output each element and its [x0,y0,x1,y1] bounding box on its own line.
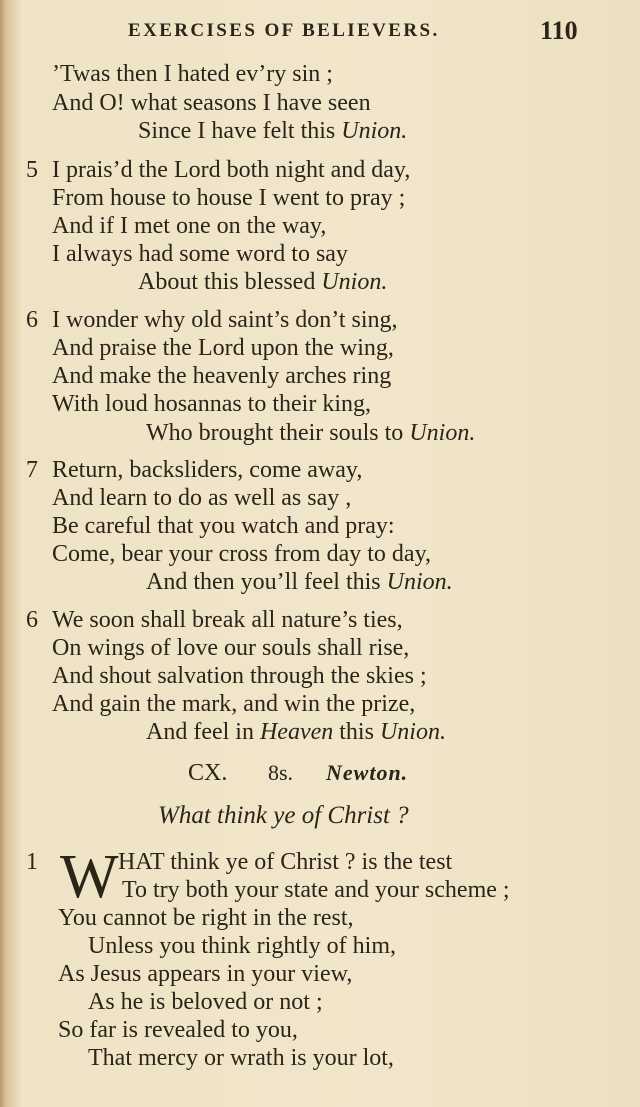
verse-line: And if I met one on the way, [52,213,327,239]
stanza-number: 7 [26,457,38,483]
verse-refrain-line [138,268,387,296]
verse-line: I prais’d the Lord both night and day, [52,157,411,183]
drop-cap: W [60,843,119,911]
verse-line: As he is beloved or not ; [88,989,323,1015]
stanza-number: 1 [26,849,38,875]
hymn-title: What think ye of Christ ? [158,802,409,829]
verse-line: To try both your state and your scheme ; [122,877,510,903]
verse-refrain-line [146,718,446,746]
verse-line: Come, bear your cross from day to day, [52,541,432,567]
verse-line: And gain the mark, and win the prize, [52,691,416,717]
verse-line: About this blessed [138,269,316,295]
verse-line: HAT think ye of Christ ? is the test [118,849,453,875]
verse-refrain-line [138,117,407,145]
this-word: this [339,719,374,745]
stanza-number: 6 [26,307,38,333]
verse-line: Since I have felt this [138,118,336,144]
verse-line: As Jesus appears in your view, [58,961,353,987]
refrain-word: Union. [409,420,476,446]
hymn-meter: 8s. [268,760,294,785]
refrain-word: Union. [379,719,446,745]
verse-line: You cannot be right in the rest, [58,905,354,931]
verse-line: And make the heavenly arches ring [52,363,392,389]
verse-line: And O! what seasons I have seen [52,90,371,116]
stanza-number: 5 [26,157,38,183]
verse-line: I wonder why old saint’s don’t sing, [52,307,398,333]
verse-line: On wings of love our souls shall rise, [52,635,410,661]
verse-line: So far is revealed to you, [58,1017,298,1043]
verse-line: And learn to do as well as say , [52,485,352,511]
refrain-word: Union. [321,269,388,295]
running-head: EXERCISES OF BELIEVERS. [128,20,440,41]
verse-line: Unless you think rightly of him, [88,933,396,959]
hymn-number: CX. [188,760,228,786]
stanza-number: 6 [26,607,38,633]
verse-line: With loud hosannas to their king, [52,391,371,417]
refrain-word: Union. [341,118,408,144]
verse-line: And shout salvation through the skies ; [52,663,427,689]
verse-line: And feel in [146,719,254,745]
hymn-tune: Newton. [326,760,409,785]
verse-line: We soon shall break all nature’s ties, [52,607,403,633]
hymn-heading [0,760,640,794]
verse-line: Return, backsliders, come away, [52,457,363,483]
verse-line: ’Twas then I hated ev’ry sin ; [52,61,333,87]
verse-line: Who brought their souls to [146,420,404,446]
verse-line: And praise the Lord upon the wing, [52,335,394,361]
page-header [0,18,640,48]
verse-refrain-line [146,419,475,447]
verse-line: I always had some word to say [52,241,348,267]
verse-line: And then you’ll feel this [146,569,381,595]
verse-line: That mercy or wrath is your lot, [88,1045,394,1071]
verse-line: From house to house I went to pray ; [52,185,406,211]
verse-line: Be careful that you watch and pray: [52,513,395,539]
heaven-word: Heaven [259,719,334,745]
page-number: 110 [540,16,578,45]
verse-refrain-line [146,568,453,596]
refrain-word: Union. [386,569,453,595]
